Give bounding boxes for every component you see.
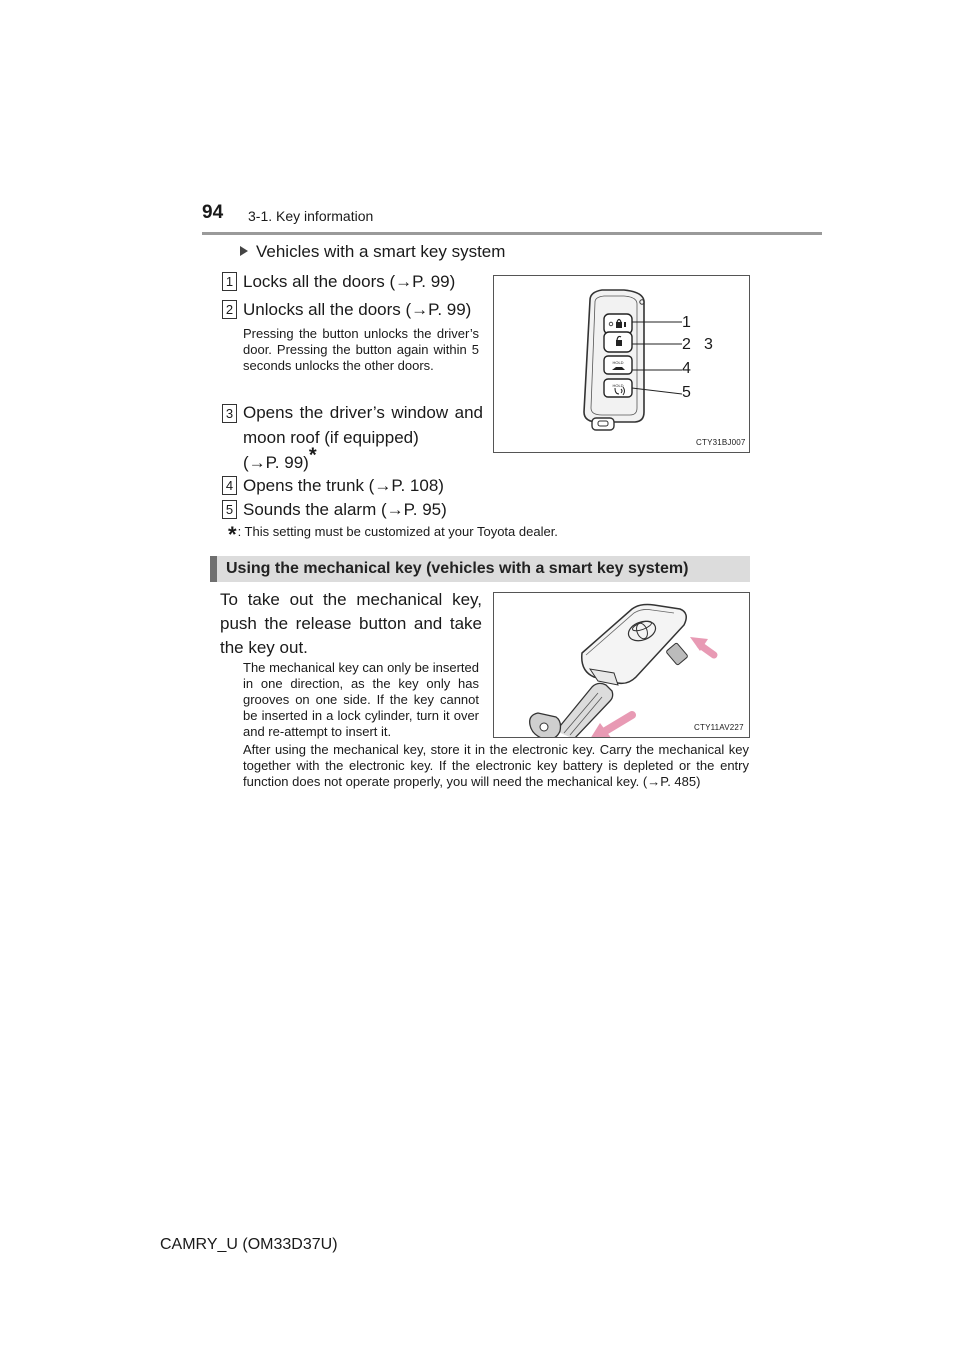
footnote-text: : This setting must be customized at your Toyota dealer. (237, 524, 558, 539)
item-text-2: Unlocks all the doors (→P. 99) (243, 300, 472, 319)
header-rule (202, 232, 822, 235)
figure-code-2: CTY11AV227 (694, 723, 744, 732)
svg-text:HOLD: HOLD (612, 360, 624, 365)
smart-key-illustration (494, 276, 749, 452)
section-heading: Using the mechanical key (vehicles with a smart key system) (226, 560, 689, 577)
section-bar-accent (210, 556, 217, 582)
footer-doc-code: CAMRY_U (OM33D37U) (160, 1236, 338, 1253)
sub-heading (240, 242, 505, 262)
item-text-3-line3 (243, 444, 483, 475)
triangle-bullet-icon (240, 246, 248, 256)
callout-2: 2 (682, 336, 691, 353)
footnote (228, 522, 558, 548)
footnote-star: * (228, 522, 237, 547)
mech-key-intro: To take out the mechanical key, push the release button and take the key out. (220, 590, 482, 657)
item-text-3-ref: (→P. 99) (243, 453, 309, 472)
mechanical-key-illustration (494, 593, 749, 737)
asterisk-mark: * (308, 444, 317, 467)
callout-3: 3 (704, 336, 713, 353)
section-title: 3-1. Key information (248, 208, 374, 224)
callout-4: 4 (682, 360, 691, 377)
item-number-1: 1 (222, 272, 237, 291)
item-text-4: Opens the trunk (→P. 108) (243, 476, 444, 495)
section-heading-bar (210, 556, 750, 582)
sub-heading-text: Vehicles with a smart key system (256, 242, 506, 261)
mech-key-after: After using the mechanical key, store it in the electronic key. Carry the mechanical key together with the electronic key. If the electronic key battery is depleted or the entry function does not operate properly, you will need the mechanical key. (→P. 485) (243, 742, 749, 789)
item-note-2: Pressing the button unlocks the driver’s door. Pressing the button again within 5 seconds unlocks the other doors. (243, 326, 479, 373)
svg-text:HOLD: HOLD (612, 383, 624, 388)
item-number-5: 5 (222, 500, 237, 519)
item-number-2: 2 (222, 300, 237, 319)
page-number: 94 (202, 202, 224, 223)
mech-key-note: The mechanical key can only be inserted in one direction, as the key only has grooves on one side. If the key cannot be inserted in a lock cylinder, turn it over and re-attempt to insert it. (243, 660, 479, 739)
callout-1: 1 (682, 314, 691, 331)
callout-5: 5 (682, 384, 691, 401)
item-text-5: Sounds the alarm (→P. 95) (243, 500, 447, 519)
item-number-3: 3 (222, 404, 237, 423)
item-text-3 (243, 400, 483, 475)
mechanical-key-figure (493, 592, 750, 738)
smart-key-figure (493, 275, 750, 453)
item-text-3-line2: moon roof (if equipped) (243, 428, 419, 447)
item-text-3-line1: Opens the driver’s window and (243, 403, 483, 422)
item-text-1: Locks all the doors (→P. 99) (243, 272, 456, 291)
figure-code: CTY31BJ007 (696, 438, 746, 447)
item-number-4: 4 (222, 476, 237, 495)
